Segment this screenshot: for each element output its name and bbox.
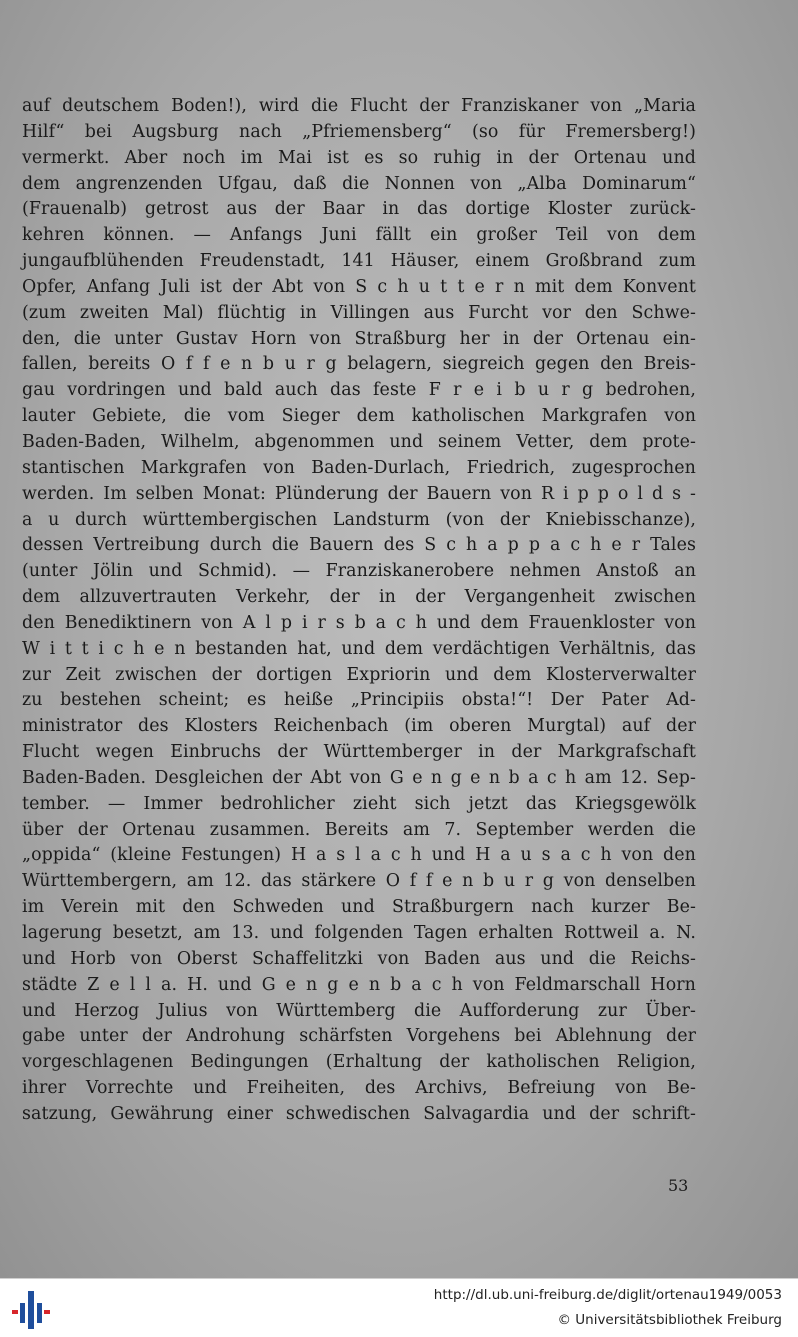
text-line: und Horb von Oberst Schaffelitzki von Baden aus und die Reichs- bbox=[22, 948, 696, 969]
text-line: ihrer Vorrechte und Freiheiten, des Archivs, Befreiung von Be- bbox=[22, 1078, 696, 1099]
text-line: den, die unter Gustav Horn von Straßburg her in der Ortenau ein- bbox=[22, 328, 696, 349]
text-line: dem allzuvertrauten Verkehr, der in der Vergangenheit zwischen bbox=[22, 587, 696, 608]
text-line: jungaufblühenden Freudenstadt, 141 Häuser, einem Großbrand zum bbox=[22, 251, 696, 272]
text-line: zur Zeit zwischen der dortigen Expriorin und dem Klosterverwalter bbox=[22, 664, 696, 685]
body-text bbox=[22, 94, 696, 1128]
text-line: ministrator des Klosters Reichenbach (im oberen Murgtal) auf der bbox=[22, 716, 696, 737]
text-line: (Frauenalb) getrost aus der Baar in das dortige Kloster zurück- bbox=[22, 199, 696, 220]
text-line: gau vordringen und bald auch das feste F r e i b u r g bedrohen, bbox=[22, 380, 696, 401]
text-line: zu bestehen scheint; es heiße „Principiis obsta!“! Der Pater Ad- bbox=[22, 690, 696, 711]
text-line: Flucht wegen Einbruchs der Württemberger in der Markgrafschaft bbox=[22, 742, 696, 763]
text-line: gabe unter der Androhung schärfsten Vorgehens bei Ablehnung der bbox=[22, 1026, 696, 1047]
text-line: „oppida“ (kleine Festungen) H a s l a c h und H a u s a c h von den bbox=[22, 845, 696, 866]
text-line: städte Z e l l a. H. und G e n g e n b a c h von Feldmarschall Horn bbox=[22, 974, 696, 995]
text-line: tember. — Immer bedrohlicher zieht sich jetzt das Kriegsgewölk bbox=[22, 793, 696, 814]
text-line: über der Ortenau zusammen. Bereits am 7. September werden die bbox=[22, 819, 696, 840]
text-line: kehren können. — Anfangs Juni fällt ein großer Teil von dem bbox=[22, 225, 696, 246]
ub-freiburg-logo-icon[interactable] bbox=[10, 1291, 52, 1329]
text-line: dem angrenzenden Ufgau, daß die Nonnen von „Alba Dominarum“ bbox=[22, 173, 696, 194]
text-line: lagerung besetzt, am 13. und folgenden Tagen erhalten Rottweil a. N. bbox=[22, 923, 696, 943]
text-line: stantischen Markgrafen von Baden-Durlach, Friedrich, zugesprochen bbox=[22, 457, 696, 478]
page-number: 53 bbox=[668, 1176, 689, 1195]
text-line: satzung, Gewährung einer schwedischen Salvagardia und der schrift- bbox=[22, 1103, 696, 1124]
text-line: lauter Gebiete, die vom Sieger dem katholischen Markgrafen von bbox=[22, 406, 696, 427]
text-line: Hilf“ bei Augsburg nach „Pfriemensberg“ (so für Fremersberg!) bbox=[22, 121, 696, 142]
text-line: Baden-Baden. Desgleichen der Abt von G e n g e n b a c h am 12. Sep- bbox=[22, 767, 696, 788]
text-line: W i t t i c h e n bestanden hat, und dem verdächtigen Verhältnis, das bbox=[22, 638, 696, 659]
text-line: vorgeschlagenen Bedingungen (Erhaltung der katholischen Religion, bbox=[22, 1052, 696, 1073]
text-line: und Herzog Julius von Württemberg die Aufforderung zur Über- bbox=[22, 1000, 696, 1021]
footer bbox=[0, 1278, 798, 1337]
text-line: im Verein mit den Schweden und Straßburgern nach kurzer Be- bbox=[22, 897, 696, 918]
text-line: Opfer, Anfang Juli ist der Abt von S c h u t t e r n mit dem Konvent bbox=[22, 276, 696, 297]
text-line: (unter Jölin und Schmid). — Franziskanerobere nehmen Anstoß an bbox=[22, 561, 696, 582]
text-line: vermerkt. Aber noch im Mai ist es so ruhig in der Ortenau und bbox=[22, 147, 696, 168]
text-line: Württembergern, am 12. das stärkere O f f e n b u r g von denselben bbox=[22, 871, 696, 892]
text-line: (zum zweiten Mal) flüchtig in Villingen aus Furcht vor den Schwe- bbox=[22, 302, 696, 323]
text-line: auf deutschem Boden!), wird die Flucht der Franziskaner von „Maria bbox=[22, 96, 696, 116]
text-line: Baden-Baden, Wilhelm, abgenommen und seinem Vetter, dem prote- bbox=[22, 431, 696, 452]
text-line: werden. Im selben Monat: Plünderung der Bauern von R i p p o l d s - bbox=[22, 483, 696, 504]
text-line: a u durch württembergischen Landsturm (von der Kniebisschanze), bbox=[22, 509, 696, 530]
text-line: dessen Vertreibung durch die Bauern des S c h a p p a c h e r Tales bbox=[22, 535, 696, 556]
source-url-link[interactable]: http://dl.ub.uni-freiburg.de/diglit/ortenau1949/0053 bbox=[433, 1287, 782, 1303]
copyright-text: © Universitätsbibliothek Freiburg bbox=[557, 1312, 782, 1328]
text-line: fallen, bereits O f f e n b u r g belagern, siegreich gegen den Breis- bbox=[22, 354, 696, 375]
text-line: den Benediktinern von A l p i r s b a c h und dem Frauenkloster von bbox=[22, 612, 696, 633]
